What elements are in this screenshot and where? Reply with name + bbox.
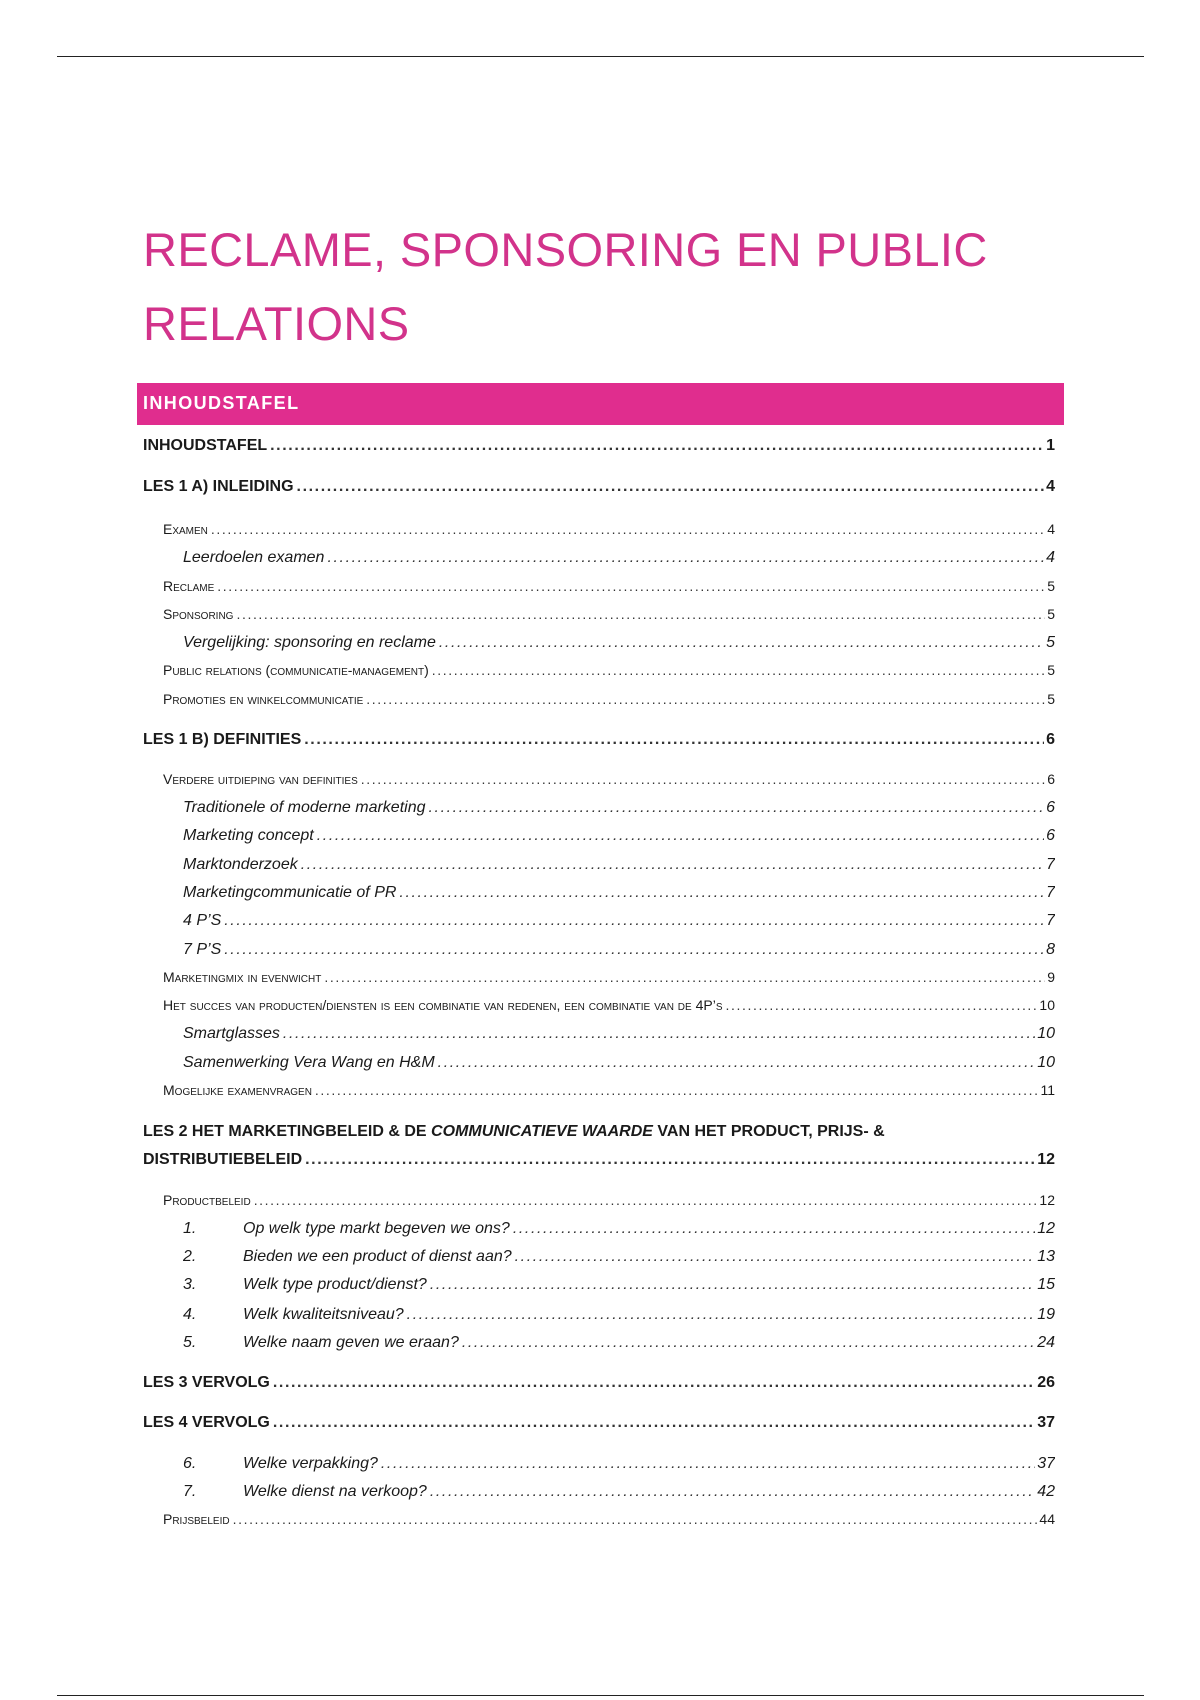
toc-entry[interactable] xyxy=(163,1082,1055,1108)
toc-dot-leader xyxy=(432,662,1045,678)
toc-entry-label: Verdere uitdieping van definities xyxy=(163,771,358,787)
toc-entry-page: 42 xyxy=(1037,1483,1055,1500)
toc-entry-label: Het succes van producten/diensten is een combinatie van redenen, een combinatie van de 4P’s xyxy=(163,997,723,1013)
toc-entry-page: 7 xyxy=(1046,856,1055,873)
toc-entry-number: 3. xyxy=(183,1276,197,1293)
toc-dot-leader xyxy=(283,1025,1035,1043)
toc-entry[interactable] xyxy=(163,771,1055,797)
toc-entry-page: 8 xyxy=(1046,941,1055,958)
toc-entry-label: Prijsbeleid xyxy=(163,1511,230,1527)
footer-rule xyxy=(57,1695,1144,1696)
toc-entry-label: Marketing concept xyxy=(183,827,314,844)
toc-dot-leader xyxy=(515,1248,1036,1266)
toc-entry-page: 13 xyxy=(1037,1248,1055,1265)
toc-entry[interactable] xyxy=(183,884,1055,910)
toc-entry[interactable] xyxy=(163,1192,1055,1218)
toc-dot-leader xyxy=(211,521,1045,537)
toc-entry[interactable] xyxy=(183,1334,1055,1360)
document-title-line-2: RELATIONS xyxy=(143,297,410,350)
toc-entry-page: 24 xyxy=(1037,1334,1055,1351)
toc-dot-leader xyxy=(297,478,1045,496)
toc-entry-label: Sponsoring xyxy=(163,606,234,622)
toc-entry-label: Leerdoelen examen xyxy=(183,549,325,566)
toc-entry-page: 15 xyxy=(1037,1276,1055,1293)
toc-entry-page: 7 xyxy=(1046,884,1055,901)
toc-entry-page: 6 xyxy=(1046,799,1055,816)
toc-entry-page: 6 xyxy=(1046,827,1055,844)
toc-entry-label xyxy=(143,1123,885,1141)
toc-entry-label: LES 4 VERVOLG xyxy=(143,1414,270,1431)
toc-entry[interactable] xyxy=(183,856,1055,882)
toc-entry[interactable] xyxy=(183,634,1055,660)
toc-dot-leader xyxy=(407,1306,1036,1324)
toc-dot-leader xyxy=(273,1374,1035,1392)
toc-entry-page: 10 xyxy=(1037,1025,1055,1042)
toc-entry-page: 9 xyxy=(1047,969,1055,985)
toc-entry-number: 7. xyxy=(183,1483,197,1500)
toc-entry-number: 5. xyxy=(183,1334,197,1351)
document-title-line-1: RECLAME, SPONSORING EN PUBLIC xyxy=(143,223,988,276)
toc-entry-label: Reclame xyxy=(163,578,215,594)
toc-dot-leader xyxy=(381,1455,1035,1473)
toc-entry-label: INHOUDSTAFEL xyxy=(143,437,268,454)
toc-entry-page: 5 xyxy=(1047,606,1055,622)
toc-dot-leader xyxy=(224,912,1044,930)
toc-entry-label: Welke dienst na verkoop? xyxy=(243,1483,427,1500)
toc-entry-page: 6 xyxy=(1046,731,1055,748)
toc-entry[interactable] xyxy=(163,578,1055,604)
toc-entry-label: Traditionele of moderne marketing xyxy=(183,799,426,816)
toc-entry-page: 12 xyxy=(1037,1220,1055,1237)
toc-dot-leader xyxy=(327,549,1044,567)
toc-entry-label-part: LES 2 HET MARKETINGBELEID & DE xyxy=(143,1123,432,1140)
toc-entry-page: 5 xyxy=(1047,662,1055,678)
toc-entry-page: 5 xyxy=(1047,578,1055,594)
toc-entry[interactable] xyxy=(163,1511,1055,1537)
toc-entry-page: 4 xyxy=(1046,549,1055,566)
toc-entry-label: Public relations (communicatie-management) xyxy=(163,662,429,678)
toc-entry[interactable] xyxy=(143,1374,1055,1400)
toc-entry-number: 1. xyxy=(183,1220,197,1237)
toc-entry-number: 6. xyxy=(183,1455,197,1472)
toc-entry-label: 4 P’S xyxy=(183,912,222,929)
toc-entry-page: 37 xyxy=(1037,1455,1055,1472)
toc-entry-page: 11 xyxy=(1040,1082,1055,1098)
toc-entry-label: Welk type product/dienst? xyxy=(243,1276,427,1293)
toc-dot-leader xyxy=(438,1054,1036,1072)
toc-entry-page: 10 xyxy=(1037,1054,1055,1071)
toc-entry[interactable] xyxy=(163,691,1055,717)
toc-dot-leader xyxy=(233,1511,1038,1527)
toc-entry-page: 4 xyxy=(1047,521,1055,537)
toc-entry-label: Samenwerking Vera Wang en H&M xyxy=(183,1054,435,1071)
toc-entry-page: 12 xyxy=(1037,1151,1055,1168)
toc-entry-label: Examen xyxy=(163,521,208,537)
toc-entry-page: 44 xyxy=(1039,1511,1055,1527)
toc-entry[interactable] xyxy=(183,1025,1055,1051)
toc-dot-leader xyxy=(439,634,1044,652)
toc-entry-page: 12 xyxy=(1039,1192,1055,1208)
toc-dot-leader xyxy=(305,1151,1035,1169)
toc-entry[interactable] xyxy=(163,606,1055,632)
toc-entry-label: Mogelijke examenvragen xyxy=(163,1082,312,1098)
toc-entry-label: 7 P’S xyxy=(183,941,222,958)
toc-entry[interactable] xyxy=(183,1220,1055,1246)
toc-entry-label: Smartglasses xyxy=(183,1025,280,1042)
toc-entry[interactable] xyxy=(183,799,1055,825)
toc-entry[interactable] xyxy=(163,521,1055,547)
toc-entry-page: 37 xyxy=(1037,1414,1055,1431)
toc-dot-leader xyxy=(430,1483,1035,1501)
toc-dot-leader xyxy=(217,578,1045,594)
toc-dot-leader xyxy=(254,1192,1038,1208)
toc-dot-leader xyxy=(270,437,1044,455)
toc-entry-label-part: VAN HET PRODUCT, PRIJS- & xyxy=(652,1123,885,1140)
toc-entry-label: Welke verpakking? xyxy=(243,1455,378,1472)
toc-dot-leader xyxy=(399,884,1044,902)
toc-entry[interactable] xyxy=(163,969,1055,995)
toc-entry[interactable] xyxy=(183,1306,1055,1332)
toc-entry-label: LES 1 B) DEFINITIES xyxy=(143,731,302,748)
toc-entry[interactable] xyxy=(183,1276,1055,1302)
toc-entry[interactable] xyxy=(143,1151,1055,1177)
toc-entry-label: Vergelijking: sponsoring en reclame xyxy=(183,634,436,651)
toc-entry-label: Promoties en winkelcommunicatie xyxy=(163,691,364,707)
toc-entry-label: Marketingmix in evenwicht xyxy=(163,969,322,985)
toc-dot-leader xyxy=(513,1220,1035,1238)
toc-entry[interactable] xyxy=(183,1455,1055,1481)
toc-entry[interactable] xyxy=(183,827,1055,853)
toc-dot-leader xyxy=(315,1082,1039,1098)
toc-entry[interactable] xyxy=(143,1414,1055,1440)
toc-entry-label: Productbeleid xyxy=(163,1192,251,1208)
toc-entry-page: 6 xyxy=(1047,771,1055,787)
toc-dot-leader xyxy=(429,799,1045,817)
toc-section-header-label: INHOUDSTAFEL xyxy=(143,393,300,413)
toc-dot-leader xyxy=(301,856,1044,874)
toc-entry-label: Bieden we een product of dienst aan? xyxy=(243,1248,512,1265)
toc-entry-page: 5 xyxy=(1046,634,1055,651)
toc-entry-label: LES 1 A) INLEIDING xyxy=(143,478,294,495)
toc-dot-leader xyxy=(430,1276,1035,1294)
toc-entry-label: DISTRIBUTIEBELEID xyxy=(143,1151,303,1168)
toc-entry-label: LES 3 VERVOLG xyxy=(143,1374,270,1391)
toc-entry-label: Welke naam geven we eraan? xyxy=(243,1334,459,1351)
toc-entry-label: Marktonderzoek xyxy=(183,856,298,873)
toc-dot-leader xyxy=(304,731,1044,749)
toc-dot-leader xyxy=(361,771,1045,787)
toc-dot-leader xyxy=(273,1414,1035,1432)
toc-entry-page: 19 xyxy=(1037,1306,1055,1323)
toc-entry-page: 4 xyxy=(1046,478,1055,495)
toc-entry[interactable] xyxy=(183,1483,1055,1509)
toc-entry[interactable] xyxy=(183,1054,1055,1080)
toc-entry[interactable] xyxy=(183,549,1055,575)
toc-dot-leader xyxy=(462,1334,1035,1352)
toc-dot-leader xyxy=(317,827,1044,845)
toc-entry-number: 4. xyxy=(183,1306,197,1323)
toc-entry-page: 26 xyxy=(1037,1374,1055,1391)
toc-entry-label: Marketingcommunicatie of PR xyxy=(183,884,397,901)
toc-entry-page: 10 xyxy=(1039,997,1055,1013)
toc-entry[interactable] xyxy=(163,662,1055,688)
toc-entry-page: 7 xyxy=(1046,912,1055,929)
toc-entry[interactable] xyxy=(183,941,1055,967)
toc-entry-page: 1 xyxy=(1046,437,1055,454)
toc-entry[interactable] xyxy=(143,437,1055,463)
toc-entry[interactable] xyxy=(183,1248,1055,1274)
toc-dot-leader xyxy=(324,969,1045,985)
toc-entry-label: Welk kwaliteitsniveau? xyxy=(243,1306,404,1323)
toc-entry[interactable] xyxy=(143,731,1055,757)
toc-dot-leader xyxy=(236,606,1045,622)
toc-entry[interactable] xyxy=(163,997,1055,1023)
toc-entry-label-emphasis: COMMUNICATIEVE WAARDE xyxy=(431,1123,653,1140)
toc-dot-leader xyxy=(366,691,1045,707)
toc-entry-label: Op welk type markt begeven we ons? xyxy=(243,1220,510,1237)
toc-dot-leader xyxy=(726,997,1038,1013)
toc-entry-page: 5 xyxy=(1047,691,1055,707)
toc-entry-heading-line[interactable] xyxy=(143,1123,1055,1149)
toc-entry[interactable] xyxy=(143,478,1055,504)
toc-entry-number: 2. xyxy=(183,1248,197,1265)
toc-entry[interactable] xyxy=(183,912,1055,938)
toc-dot-leader xyxy=(224,941,1044,959)
